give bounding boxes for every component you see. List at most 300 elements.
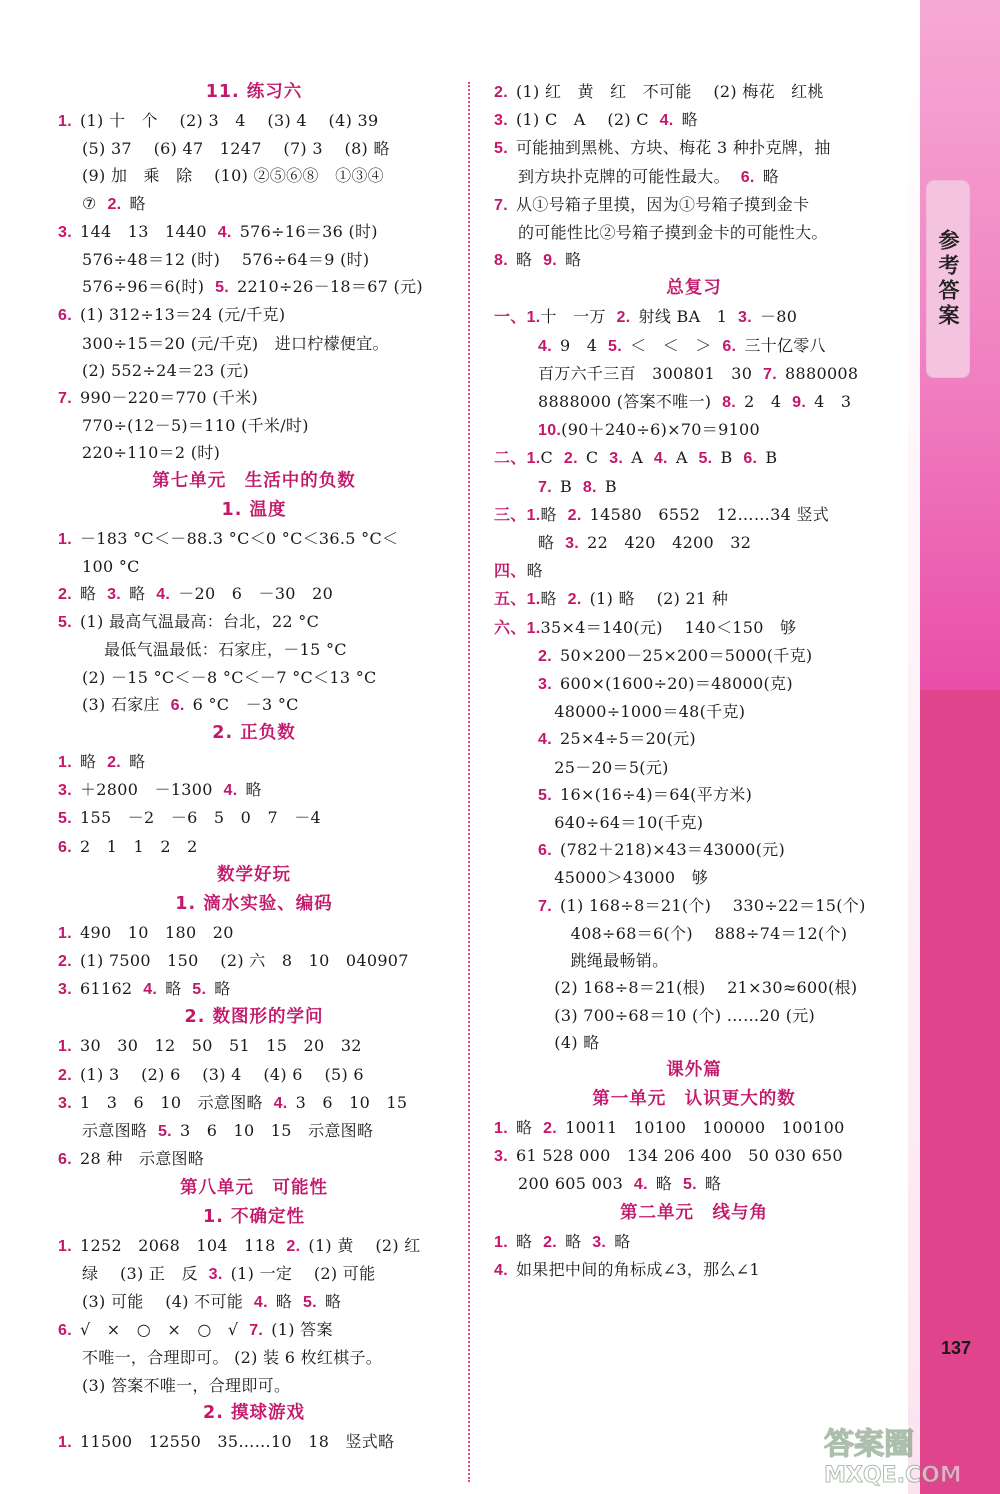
answer-text: (782＋218)×43＝43000(元): [560, 840, 786, 860]
answer-text: 50×200－25×200＝5000(千克): [560, 645, 813, 665]
question-number: 3.: [107, 586, 122, 604]
question-number: 3.: [494, 1148, 508, 1166]
answer-text: 8880008: [785, 363, 859, 383]
question-number: 4.: [253, 1293, 268, 1311]
answer-text: 3 6 10 15: [295, 1092, 408, 1112]
question-number: 7.: [494, 196, 508, 214]
answer-line: [58, 691, 450, 719]
answer-text: 3 6 10 15 示意图略: [179, 1121, 374, 1141]
question-number: 3.: [58, 782, 72, 800]
answer-text: 略: [324, 1291, 342, 1311]
answer-text: 最低气温最低：石家庄，－15 °C: [104, 640, 347, 660]
answer-line: [494, 1114, 894, 1142]
question-number: 3.: [58, 1094, 72, 1112]
section-heading: 第一单元 认识更大的数: [592, 1088, 796, 1109]
right-column: [494, 78, 894, 1284]
answer-text: 略: [214, 979, 231, 999]
watermark-url-text: MXQE.COM: [824, 1463, 962, 1488]
question-number: 1.: [58, 1433, 72, 1451]
answer-line: [494, 698, 894, 725]
answer-text: (1) 7500 150 (2) 六 8 10 040907: [80, 951, 409, 971]
question-number: 8.: [722, 394, 737, 412]
question-number: 4.: [217, 223, 232, 241]
question-number: 四、: [494, 563, 527, 581]
answer-text: 8888000 (答案不唯一): [538, 392, 712, 412]
question-number: 2.: [538, 647, 552, 665]
answer-text: (1) 红 黄 红 不可能 (2) 梅花 红桃: [516, 82, 824, 101]
answer-line: [58, 975, 450, 1003]
answer-text: 408÷68＝6(个) 888÷74＝12(个): [538, 923, 848, 943]
answer-text: (1) 十 个 (2) 3 4 (3) 4 (4) 39: [80, 111, 379, 130]
section-heading: 11. 练习六: [205, 82, 303, 102]
answer-text: (3) 可能 (4) 不可能: [82, 1291, 244, 1311]
answer-text: (1) 最高气温最高：台北，22 °C: [80, 612, 320, 632]
question-number: 6.: [170, 696, 185, 714]
answer-text: 300÷15＝20 (元/千克) 进口柠檬便宜。: [82, 333, 389, 353]
answer-line: [58, 553, 450, 580]
question-number: 4.: [538, 337, 552, 355]
answer-text: 的可能性比②号箱子摸到金卡的可能性大。: [518, 223, 828, 243]
question-number: 8.: [582, 478, 597, 496]
question-number: 三、1.: [494, 506, 541, 524]
answer-text: 略: [129, 584, 146, 604]
answer-text: 略: [245, 780, 262, 800]
question-number: 6.: [58, 307, 72, 325]
answer-text: 770÷(12－5)＝110 (千米/时): [82, 416, 309, 436]
answer-text: 示意图略: [82, 1121, 148, 1141]
answer-text: 不唯一，合理即可。 (2) 装 6 枚红棋子。: [82, 1348, 383, 1368]
section-heading: 1. 不确定性: [203, 1206, 305, 1227]
answer-text: 45000＞43000 够: [538, 868, 708, 888]
answer-text: 略: [538, 533, 555, 553]
answer-text: 2210÷26－18＝67 (元): [237, 277, 423, 297]
answer-line: [58, 804, 450, 832]
answer-text: (2) 552÷24＝23 (元): [82, 360, 250, 380]
answer-line: [494, 134, 894, 162]
answer-line: [494, 1256, 894, 1284]
answer-text: (1) 略 (2) 21 种: [589, 589, 729, 609]
answer-text: 略: [516, 1117, 533, 1137]
answer-line: [58, 1061, 450, 1089]
answer-text: 61 528 000 134 206 400 50 030 650: [516, 1146, 843, 1166]
side-label-box: [926, 180, 970, 378]
answer-text: 略: [540, 504, 557, 524]
answer-line: [58, 357, 450, 384]
answer-text: A: [675, 448, 688, 468]
answer-text: (3) 石家庄: [82, 694, 160, 714]
question-number: 2.: [543, 1233, 558, 1251]
section-heading: 2. 数图形的学问: [184, 1007, 324, 1028]
question-number: 1.: [58, 1237, 72, 1255]
question-number: 9.: [792, 394, 807, 412]
section-heading: 课外篇: [666, 1059, 722, 1080]
section-heading: 2. 摸球游戏: [203, 1402, 305, 1423]
answer-text: 200 605 003: [518, 1174, 624, 1194]
answer-line: [494, 836, 894, 864]
answer-text: 10011 10100 100000 100100: [565, 1117, 845, 1137]
question-number: 2.: [563, 450, 578, 468]
answer-text: 11500 12550 35……10 18 竖式略: [80, 1431, 395, 1451]
answer-text: (3) 答案不唯一，合理即可。: [82, 1375, 291, 1395]
answer-text: (1) 168÷8＝21(个) 330÷22＝15(个): [560, 895, 866, 915]
answer-text: B: [604, 476, 617, 496]
question-number: 5.: [157, 1123, 172, 1141]
question-number: 3.: [609, 450, 624, 468]
answer-text: (4) 略: [538, 1032, 600, 1052]
side-tab-bottom: [920, 690, 1000, 1494]
answer-line: [494, 106, 894, 134]
answer-line: [494, 809, 894, 836]
answer-text: 576÷48＝12 (时) 576÷64＝9 (时): [82, 250, 370, 270]
answer-line: [494, 892, 894, 920]
question-number: 一、1.: [494, 309, 541, 327]
answer-line: [494, 303, 894, 331]
answer-text: 28 种 示意图略: [80, 1149, 205, 1169]
question-number: 3.: [538, 676, 552, 694]
page-number: 137: [941, 1338, 972, 1358]
answer-text: (90＋240÷6)×70＝9100: [561, 420, 761, 440]
answer-text: (1) 一定 (2) 可能: [230, 1263, 376, 1283]
answer-text: (1) 312÷13＝24 (元/千克): [80, 305, 286, 325]
question-number: 6.: [722, 337, 737, 355]
question-number: 2.: [107, 754, 122, 772]
question-number: 6.: [743, 450, 758, 468]
answer-line: [58, 1032, 450, 1060]
answer-text: 跳绳最畅销。: [538, 951, 669, 971]
answer-text: 略: [704, 1174, 722, 1194]
answer-text: 22 420 4200 32: [587, 533, 752, 553]
answer-line: [494, 246, 894, 274]
answer-line: [494, 974, 894, 1001]
answer-text: B: [720, 448, 733, 468]
answer-text: 略: [655, 1174, 673, 1194]
answer-line: [58, 190, 450, 218]
question-number: 4.: [633, 1176, 648, 1194]
answer-line: [494, 754, 894, 781]
answer-text: 射线 BA 1: [638, 307, 728, 327]
section-heading: 第二单元 线与角: [620, 1202, 768, 1223]
question-number: 2.: [58, 1066, 72, 1084]
side-tab-strip: [908, 0, 920, 1494]
answer-line: [494, 501, 894, 529]
answer-text: 144 13 1440: [80, 221, 207, 241]
answer-line: [494, 473, 894, 501]
answer-text: (2) 168÷8＝21(根) 21×30≈600(根): [538, 978, 858, 998]
question-number: 7.: [58, 390, 72, 408]
question-number: 3.: [208, 1265, 223, 1283]
answer-text: 略: [80, 752, 97, 772]
answer-line: [58, 1260, 450, 1288]
column-divider: [468, 82, 470, 1482]
answer-text: 30 30 12 50 51 15 20 32: [80, 1036, 362, 1056]
answer-text: 990－220＝770 (千米): [80, 388, 258, 408]
answer-text: 略: [681, 110, 698, 130]
answer-line: [58, 608, 450, 636]
answer-line: [494, 725, 894, 753]
answer-line: [494, 219, 894, 246]
question-number: 7.: [538, 478, 552, 496]
answer-text: 略: [614, 1231, 631, 1251]
answer-text: (1) 答案: [271, 1320, 333, 1340]
question-number: 4.: [223, 782, 238, 800]
question-number: 2.: [58, 586, 72, 604]
answer-line: [494, 670, 894, 698]
question-number: 2.: [567, 591, 582, 609]
answer-line: [494, 416, 894, 444]
answer-line: [58, 776, 450, 804]
question-number: 3.: [494, 112, 508, 130]
answer-line: [58, 218, 450, 246]
question-number: 2.: [616, 309, 631, 327]
section-heading: 2. 正负数: [212, 723, 296, 744]
answer-text: 35×4＝140(元) 140＜150 够: [540, 617, 797, 637]
answer-text: (1) 3 (2) 6 (3) 4 (4) 6 (5) 6: [80, 1064, 364, 1084]
answer-line: [494, 191, 894, 219]
question-number: 5.: [192, 981, 207, 999]
answer-text: 绿 (3) 正 反: [82, 1263, 198, 1283]
question-number: 4.: [538, 731, 552, 749]
question-number: 4.: [494, 1261, 508, 1279]
answer-line: [494, 78, 894, 106]
question-number: 6.: [58, 838, 72, 856]
question-number: 1.: [494, 1119, 508, 1137]
section-heading: 总复习: [666, 278, 722, 299]
section-heading: 1. 温度: [221, 499, 287, 520]
answer-line: [58, 1145, 450, 1173]
answer-line: [494, 1002, 894, 1029]
answer-text: (3) 700÷68＝10 (个) ……20 (元): [538, 1005, 816, 1025]
answer-text: 1252 2068 104 118: [80, 1235, 276, 1255]
answer-text: 16×(16÷4)＝64(平方米): [560, 784, 753, 804]
answer-text: 略: [762, 166, 779, 186]
answer-text: 25×4÷5＝20(元): [560, 729, 696, 749]
answer-line: [58, 1372, 450, 1399]
answer-text: (5) 37 (6) 47 1247 (7) 3 (8) 略: [82, 139, 390, 159]
answer-line: [494, 360, 894, 388]
question-number: 8.: [494, 252, 508, 270]
answer-text: －20 6 －30 20: [178, 584, 334, 604]
answer-text: B: [560, 476, 573, 496]
answer-line: [494, 1228, 894, 1256]
answer-text: B: [765, 448, 778, 468]
answer-text: 576÷96＝6(时): [82, 277, 205, 297]
answer-line: [58, 636, 450, 663]
question-number: 5.: [698, 450, 713, 468]
question-number: 3.: [738, 309, 752, 327]
question-number: 1.: [58, 754, 72, 772]
question-number: 7.: [249, 1322, 264, 1340]
question-number: 4.: [659, 112, 674, 130]
answer-text: 略: [516, 1231, 533, 1251]
question-number: 6.: [58, 1151, 72, 1169]
answer-line: [494, 163, 894, 191]
answer-text: 略: [129, 752, 146, 772]
answer-text: 略: [80, 584, 97, 604]
answer-line: [494, 864, 894, 891]
answer-text: (1) 黄 (2) 红: [308, 1235, 421, 1255]
question-number: 5.: [302, 1293, 317, 1311]
answer-line: [494, 1170, 894, 1198]
question-number: 3.: [565, 535, 580, 553]
answer-line: [58, 273, 450, 301]
question-number: 3.: [58, 981, 72, 999]
answer-text: (1) C A (2) C: [516, 110, 649, 130]
answer-text: 490 10 180 20: [80, 922, 234, 942]
answer-text: 1 3 6 10 示意图略: [80, 1092, 263, 1112]
answer-text: 48000÷1000＝48(千克): [538, 702, 746, 722]
answer-line: [494, 529, 894, 557]
answer-text: 600×(1600÷20)＝48000(克): [560, 674, 793, 694]
answer-text: 从①号箱子里摸，因为①号箱子摸到金卡: [516, 194, 810, 214]
answer-line: [58, 833, 450, 861]
answer-line: [58, 301, 450, 329]
side-label: 参考答案: [936, 229, 960, 329]
question-number: 2.: [286, 1237, 301, 1255]
question-number: 2.: [58, 953, 72, 971]
left-column: [58, 78, 450, 1456]
question-number: 2.: [543, 1119, 558, 1137]
answer-text: 61162: [80, 979, 133, 999]
answer-text: 6 °C －3 °C: [192, 694, 299, 714]
answer-text: 4 3: [814, 392, 852, 412]
answer-line: [58, 135, 450, 162]
answer-line: [58, 107, 450, 135]
watermark-logo: [818, 1418, 994, 1488]
answer-line: [58, 525, 450, 553]
question-number: 7.: [763, 365, 777, 383]
answer-line: [58, 664, 450, 691]
question-number: 1.: [58, 113, 72, 130]
answer-line: [58, 1288, 450, 1316]
answer-text: 25－20＝5(元): [538, 757, 669, 777]
question-number: 4.: [143, 981, 158, 999]
answer-line: [58, 412, 450, 439]
answer-line: [58, 1344, 450, 1371]
question-number: 2.: [494, 84, 508, 101]
answer-line: [494, 614, 894, 642]
answer-line: [58, 1428, 450, 1456]
answer-text: 百万六千三百 300801 30: [538, 363, 753, 383]
section-heading: 第八单元 可能性: [180, 1177, 328, 1198]
answer-line: [494, 920, 894, 947]
question-number: 1.: [58, 1038, 72, 1056]
question-number: 3.: [58, 223, 72, 241]
question-number: 5.: [58, 810, 72, 828]
answer-text: ＋2800 －1300: [80, 780, 213, 800]
answer-text: 576÷16＝36 (时): [239, 221, 378, 241]
question-number: 1.: [58, 924, 72, 942]
question-number: 6.: [58, 1322, 72, 1340]
answer-line: [58, 246, 450, 273]
answer-text: 略: [129, 193, 146, 213]
answer-line: [58, 439, 450, 466]
answer-text: －80: [760, 307, 798, 327]
answer-text: 略: [526, 561, 543, 581]
question-number: 5.: [608, 337, 622, 355]
answer-text: －183 °C＜－88.3 °C＜0 °C＜36.5 °C＜: [80, 528, 399, 548]
question-number: 五、1.: [494, 591, 541, 609]
answer-line: [494, 1142, 894, 1170]
question-number: 4.: [273, 1094, 288, 1112]
answer-line: [58, 919, 450, 947]
question-number: 3.: [592, 1233, 607, 1251]
answer-text: 到方块扑克牌的可能性最大。: [518, 166, 730, 186]
answer-text: 14580 6552 12……34 竖式: [589, 504, 830, 524]
answer-line: [494, 444, 894, 472]
answer-line: [58, 580, 450, 608]
question-number: 1.: [494, 1233, 508, 1251]
answer-text: √ × ○ × ○ √: [80, 1320, 239, 1340]
answer-text: 640÷64＝10(千克): [538, 813, 704, 833]
question-number: 5.: [494, 140, 508, 158]
question-number: 2.: [567, 506, 582, 524]
answer-text: 三十亿零八: [744, 335, 826, 355]
question-number: 1.: [58, 530, 72, 548]
question-number: 6.: [740, 168, 755, 186]
question-number: 六、1.: [494, 619, 541, 637]
question-number: 4.: [653, 450, 668, 468]
question-number: 5.: [682, 1176, 697, 1194]
answer-line: [494, 388, 894, 416]
question-number: 5.: [538, 786, 552, 804]
answer-line: [494, 585, 894, 613]
watermark-logo-text: 答案圈: [824, 1427, 914, 1462]
answer-line: [58, 1316, 450, 1344]
answer-text: C: [540, 448, 554, 468]
question-number: 二、1.: [494, 450, 541, 468]
answer-text: 155 －2 －6 5 0 7 －4: [80, 808, 322, 828]
answer-text: (2) －15 °C＜－8 °C＜－7 °C＜13 °C: [82, 667, 377, 687]
answer-line: [494, 947, 894, 974]
answer-line: [494, 557, 894, 585]
answer-text: 略: [516, 250, 533, 270]
section-heading: 1. 滴水实验、编码: [175, 893, 333, 914]
question-number: 6.: [538, 842, 552, 860]
question-number: 10.: [538, 422, 562, 440]
section-heading: 数学好玩: [217, 864, 291, 885]
answer-text: ⑦: [82, 193, 97, 213]
answer-line: [494, 332, 894, 360]
answer-text: 2 4: [744, 392, 782, 412]
answer-text: (9) 加 乘 除 (10) ②⑤⑥⑧ ①③④: [82, 166, 384, 186]
answer-line: [58, 1232, 450, 1260]
question-number: 5.: [215, 279, 230, 297]
answer-line: [58, 947, 450, 975]
answer-text: 略: [565, 1231, 582, 1251]
answer-line: [58, 1089, 450, 1117]
answer-text: 如果把中间的角标成∠3，那么∠1: [516, 1259, 760, 1279]
answer-line: [58, 330, 450, 357]
answer-text: 略: [540, 589, 557, 609]
question-number: 4.: [156, 586, 171, 604]
answer-text: 220÷110＝2 (时): [82, 443, 221, 463]
answer-line: [494, 1029, 894, 1056]
answer-line: [494, 642, 894, 670]
answer-text: 9 4: [560, 335, 598, 355]
question-number: 5.: [58, 614, 72, 632]
answer-text: 100 °C: [82, 556, 140, 576]
answer-text: C: [585, 448, 599, 468]
answer-text: 十 一万: [540, 307, 606, 327]
answer-line: [494, 781, 894, 809]
answer-line: [58, 1117, 450, 1145]
question-number: 9.: [543, 252, 558, 270]
question-number: 7.: [538, 897, 552, 915]
answer-line: [58, 748, 450, 776]
answer-text: 略: [565, 250, 582, 270]
answer-text: 可能抽到黑桃、方块、梅花 3 种扑克牌，抽: [516, 138, 831, 158]
answer-text: 2 1 1 2 2: [80, 836, 198, 856]
